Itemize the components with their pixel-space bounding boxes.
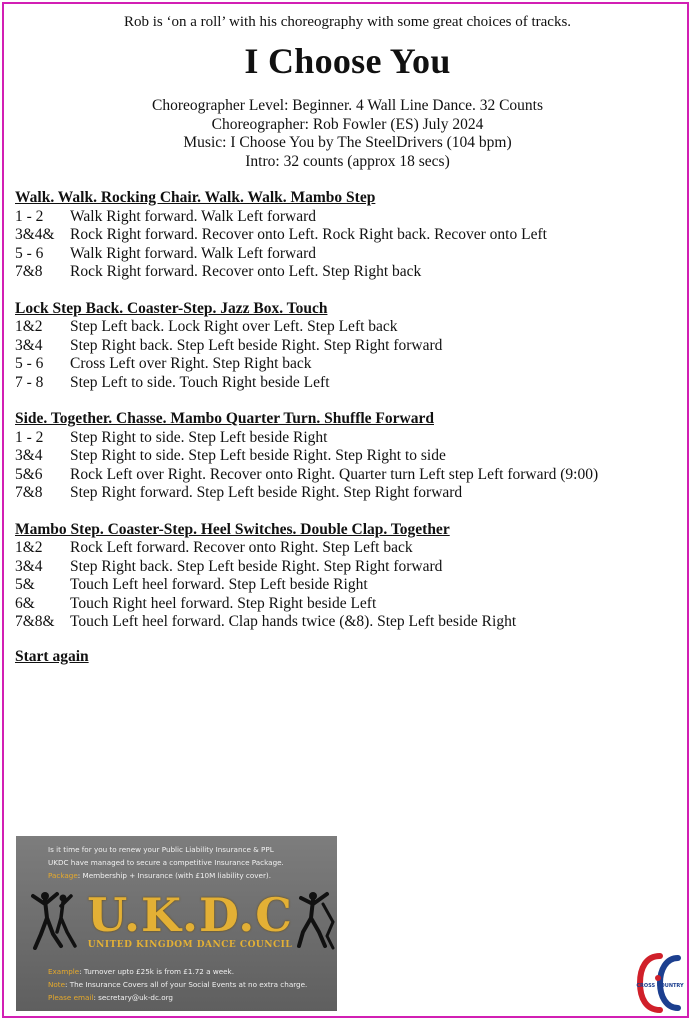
- step-row: [15, 263, 685, 282]
- step-desc: Step Left to side. Touch Right beside Left: [70, 373, 330, 391]
- step-count: 3&4: [15, 447, 43, 464]
- ad-package-text: : Membership + Insurance (with £10M liability cover).: [77, 871, 271, 880]
- ukdc-insurance-ad[interactable]: [16, 836, 337, 1011]
- step-row: [15, 595, 685, 614]
- ad-package-line: [48, 871, 271, 880]
- step-desc: Rock Left forward. Recover onto Right. Step Left back: [70, 539, 413, 556]
- step-row: [15, 318, 685, 337]
- music-line: Music: I Choose You by The SteelDrivers (104 bpm): [183, 134, 512, 151]
- step-row: [15, 374, 685, 393]
- ad-email-text: : secretary@uk-dc.org: [93, 993, 173, 1002]
- step-count: 3&4: [15, 336, 43, 354]
- step-desc: Step Left back. Lock Right over Left. Step Left back: [70, 318, 398, 335]
- step-row: [15, 245, 685, 264]
- section-title: Lock Step Back. Coaster-Step. Jazz Box. Touch: [15, 299, 328, 317]
- step-row: [15, 447, 685, 466]
- step-desc: Touch Right heel forward. Step Right beside Left: [70, 594, 377, 612]
- ad-note-label: Note: [48, 980, 66, 989]
- step-desc: Touch Left heel forward. Clap hands twice (&8). Step Left beside Right: [70, 613, 517, 630]
- step-row: [15, 539, 685, 558]
- section-4: [15, 521, 685, 632]
- step-row: [15, 429, 685, 448]
- step-desc: Step Right back. Step Left beside Right. Step Right forward: [70, 557, 443, 575]
- step-row: [15, 208, 685, 227]
- intro-text: Rob is ‘on a roll’ with his choreography with some great choices of tracks.: [123, 14, 572, 30]
- step-count: 7&8: [15, 263, 43, 280]
- step-count: 1&2: [15, 318, 43, 335]
- step-row: [15, 337, 685, 356]
- section-2: [15, 300, 685, 393]
- step-count: 6&: [15, 594, 35, 612]
- step-desc: Step Right to side. Step Left beside Right: [70, 428, 328, 446]
- step-row: [15, 484, 685, 503]
- ad-package-label: Package: [48, 871, 78, 880]
- step-row: [15, 576, 685, 595]
- intro-line: Intro: 32 counts (approx 18 secs): [245, 152, 450, 170]
- step-desc: Cross Left over Right. Step Right back: [70, 355, 312, 372]
- ukdc-logo-text: U.K.D.C: [87, 888, 293, 942]
- step-row: [15, 613, 685, 632]
- step-desc: Step Right to side. Step Left beside Right. Step Right to side: [70, 447, 446, 464]
- ad-email-line: [48, 993, 173, 1002]
- step-count: 1 - 2: [15, 428, 44, 446]
- choreographer-line: Choreographer: Rob Fowler (ES) July 2024: [211, 115, 484, 133]
- ad-example-line: [48, 967, 234, 976]
- section-title: Side. Together. Chasse. Mambo Quarter Turn. Shuffle Forward: [15, 410, 434, 427]
- section-1: [15, 189, 685, 282]
- ad-note-line: [48, 980, 307, 989]
- step-count: 3&4: [15, 557, 43, 575]
- section-title: Mambo Step. Coaster-Step. Heel Switches. Double Clap. Together: [15, 520, 450, 538]
- cross-country-logo-icon: [634, 952, 686, 1014]
- step-sections: [15, 189, 685, 650]
- ad-note-text: : The Insurance Covers all of your Social Events at no extra charge.: [65, 980, 308, 989]
- dance-title: I Choose You: [244, 41, 451, 81]
- dancer-left-icon: [31, 888, 79, 950]
- ad-line-1: Is it time for you to renew your Public Liability Insurance & PPL: [48, 845, 274, 854]
- step-row: [15, 466, 685, 485]
- step-count: 7&8&: [15, 613, 55, 630]
- step-desc: Step Right forward. Step Left beside Right. Step Right forward: [70, 484, 463, 501]
- step-count: 5 - 6: [15, 244, 44, 262]
- step-count: 5 - 6: [15, 355, 44, 372]
- step-desc: Walk Right forward. Walk Left forward: [70, 244, 317, 262]
- step-row: [15, 558, 685, 577]
- ukdc-logo: [31, 888, 331, 958]
- section-3: [15, 410, 685, 503]
- ad-line-2: UKDC have managed to secure a competitive Insurance Package.: [48, 858, 284, 867]
- section-title: Walk. Walk. Rocking Chair. Walk. Walk. Mambo Step: [15, 189, 376, 206]
- step-count: 1&2: [15, 539, 43, 556]
- step-desc: Step Right back. Step Left beside Right. Step Right forward: [70, 336, 443, 354]
- dance-info: [0, 97, 695, 171]
- step-count: 5&6: [15, 465, 43, 483]
- step-count: 7&8: [15, 484, 43, 501]
- level-line: Choreographer Level: Beginner. 4 Wall Line Dance. 32 Counts: [151, 97, 544, 114]
- step-count: 3&4&: [15, 226, 55, 243]
- step-desc: Rock Left over Right. Recover onto Right. Quarter turn Left step Left forward (9:00): [70, 465, 599, 483]
- step-desc: Touch Left heel forward. Step Left beside Right: [70, 576, 368, 593]
- step-count: 7 - 8: [15, 373, 44, 391]
- step-desc: Walk Right forward. Walk Left forward: [70, 207, 317, 225]
- step-desc: Rock Right forward. Recover onto Left. Step Right back: [70, 263, 422, 280]
- ad-example-text: : Turnover upto £25k is from £1.72 a week.: [79, 967, 234, 976]
- cross-country-text: CROSS COUNTRY: [636, 983, 684, 989]
- step-row: [15, 355, 685, 374]
- ad-example-label: Example: [48, 967, 80, 976]
- step-desc: Rock Right forward. Recover onto Left. Rock Right back. Recover onto Left: [70, 226, 547, 243]
- step-row: [15, 226, 685, 245]
- step-count: 1 - 2: [15, 207, 44, 225]
- ad-email-label: Please email: [48, 993, 94, 1002]
- ukdc-logo-subtitle: UNITED KINGDOM DANCE COUNCIL: [87, 940, 293, 950]
- step-count: 5&: [15, 576, 35, 593]
- start-again: Start again: [15, 648, 89, 665]
